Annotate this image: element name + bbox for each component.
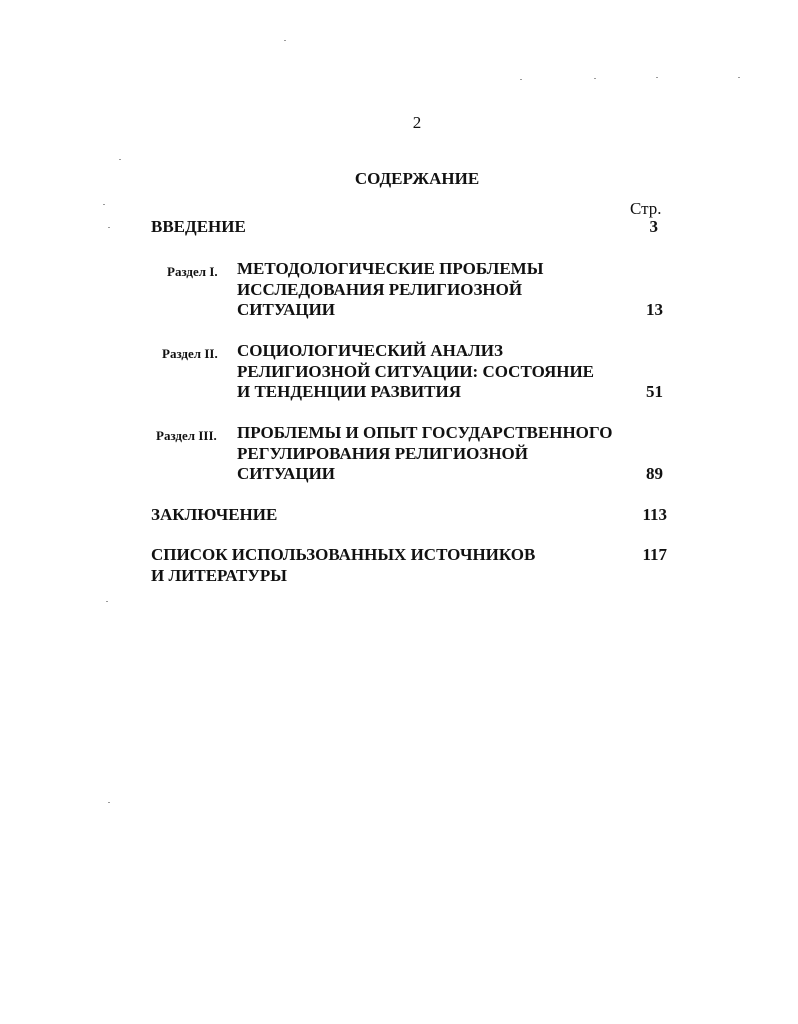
toc-entry-section-3 (0, 423, 798, 487)
entry-page-number: 89 (646, 464, 663, 483)
toc-entry-section-1 (0, 259, 798, 323)
entry-title-line-2: РЕЛИГИОЗНОЙ СИТУАЦИИ: СОСТОЯНИЕ (237, 361, 595, 381)
scan-speck (594, 78, 596, 79)
entry-title: ЗАКЛЮЧЕНИЕ (151, 505, 278, 524)
entry-title-line-1: МЕТОДОЛОГИЧЕСКИЕ ПРОБЛЕМЫ (237, 259, 544, 278)
scan-speck (108, 802, 110, 803)
entry-title-line-3: СИТУАЦИИ (237, 464, 336, 483)
entry-title-line-2: ИССЛЕДОВАНИЯ РЕЛИГИОЗНОЙ (237, 279, 523, 299)
entry-page-number: 117 (642, 545, 667, 564)
entry-page-number: 3 (649, 217, 658, 236)
scan-speck (106, 601, 108, 602)
toc-entry-section-2 (0, 341, 798, 405)
scan-speck (103, 204, 105, 205)
entry-title-line-1: СОЦИОЛОГИЧЕСКИЙ АНАЛИЗ (237, 341, 504, 360)
page-number: 2 (412, 113, 422, 132)
entry-title-line-1: ПРОБЛЕМЫ И ОПЫТ ГОСУДАРСТВЕННОГО (237, 423, 613, 442)
entry-title-line-3: СИТУАЦИИ (237, 300, 336, 319)
entry-title: ВВЕДЕНИЕ (151, 217, 246, 236)
scan-speck (738, 77, 740, 78)
scan-speck (119, 159, 121, 160)
entry-title-line-1: СПИСОК ИСПОЛЬЗОВАННЫХ ИСТОЧНИКОВ (151, 545, 536, 564)
entry-title-line-2: И ЛИТЕРАТУРЫ (151, 565, 287, 585)
section-label: Раздел I. (167, 264, 218, 279)
entry-page-number: 13 (646, 300, 663, 319)
page-column-label: Стр. (630, 199, 662, 218)
scan-speck (520, 79, 522, 80)
entry-page-number: 113 (642, 505, 667, 524)
scan-speck (656, 77, 658, 78)
toc-entry-conclusion (0, 505, 798, 527)
scan-speck (284, 40, 286, 41)
toc-entry-introduction (0, 217, 798, 239)
section-label: Раздел III. (156, 428, 217, 443)
toc-entry-sources (0, 545, 798, 589)
entry-title-line-3: И ТЕНДЕНЦИИ РАЗВИТИЯ (237, 382, 461, 401)
section-label: Раздел II. (162, 346, 218, 361)
toc-title: СОДЕРЖАНИЕ (354, 169, 480, 188)
entry-page-number: 51 (646, 382, 663, 401)
entry-title-line-2: РЕГУЛИРОВАНИЯ РЕЛИГИОЗНОЙ (237, 443, 528, 463)
